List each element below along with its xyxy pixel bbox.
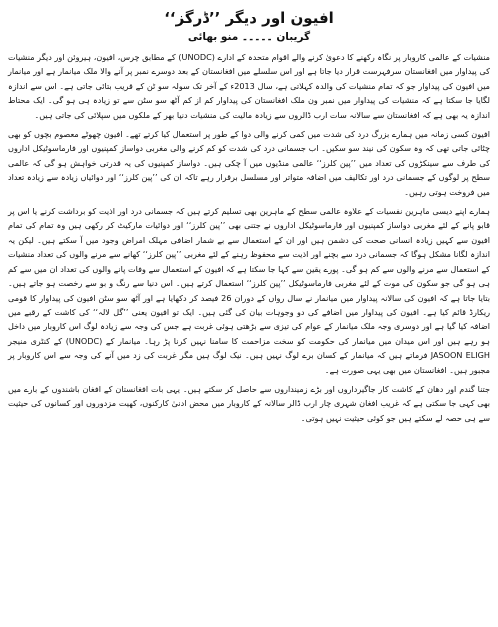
article-title: افیون اور دیگر ’’ڈرگز‘‘ <box>164 9 334 27</box>
article-paragraph: منشیات کے عالمی کاروبار پر نگاہ رکھنے کا دعویٰ کرنے والے اقوام متحدہ کے ادارے (UNODC) کے مطابق چرس، افیون، ہیروئن اور دیگر منشیات کی پیداوار میں افغانستان سرفہرست قرار دیا جاتا ہے اور اس سلسلے میں افغانستان کے بعد دوسرے نمبر پر آنے والا ملک میانمار ہے اور میانمار میں افیون کی پیداوار جو کہ تمام منشیات کی والدہ کہلاتی ہے، سال 2013ء کے آخر تک سولہ سو ٹن کے قریب بتائی جاتی ہے۔ اس سے اندازہ لگایا جا سکتا ہے کہ منشیات کی پیداوار میں نمبر ون ملک افغانستان کی پیداوار کم از کم آٹھ سو سٹن سے تو زیادہ ہی ہو گی۔ ایک محتاط اندازہ یہ بھی ہے کہ افغانستان سے سالانہ سات ارب ڈالروں سے زیادہ مالیت کی منشیات دنیا بھر کے ملکوں میں سپلائی کی جاتی ہیں۔ <box>8 52 490 120</box>
article-paragraph: جتنا گندم اور دھان کے کاشت کار جاگیرداروں اور بڑے زمینداروں سے حاصل کر سکتے ہیں۔ یہی بات افغانستان کے افغان باشندوں کے بارے میں بھی کہی جا سکتی ہے کہ غریب افغان شہری چار ارب ڈالر سالانہ کے کاروبار میں محض ادنیٰ کارکنوں، کھیت مزدوروں اور کسانوں کی حیثیت سے ہی حصہ لے سکتے ہیں جو کوئی حیثیت نہیں ہوتی۔ <box>8 383 490 423</box>
article-byline: گریبان ۔۔۔۔۔ منو بھائی <box>187 31 311 43</box>
article-paragraph: افیون کسی زمانہ میں ہمارے بزرگ درد کی شدت میں کمی کرنے والی دوا کے طور پر استعمال کیا کرتے تھے۔ افیون چھوٹے معصوم بچوں کو بھی چٹائی جاتی تھی کہ وہ سکون کی نیند سو سکیں۔ اب جسمانی درد کی شدت کو کم کرنے والی مغربی دواساز کمپنیوں اور فارماسوٹیکل اداروں کی طرف سے سینکڑوں کی تعداد میں ’’پین کلرز‘‘ عالمی منڈیوں میں آ چکی ہیں۔ دواساز کمپنیوں کی یہ قدرتی خواہش ہو گی کہ عالمی سطح پر لوگوں کے جسمانی درد اور تکالیف میں اضافہ متواتر اور مسلسل برقرار رہے تاکہ ان کی ’’پین کلرز‘‘ اور دوائیاں زیادہ سے زیادہ تعداد میں فروخت ہوتی رہیں۔ <box>8 129 490 197</box>
article-paragraph: ہمارے اپنے دیسی ماہرین نفسیات کے علاوہ عالمی سطح کے ماہرین بھی تسلیم کرتے ہیں کہ جسمانی درد اور اذیت کو برداشت کرنے یا اس پر قابو پانے کے لئے مغربی دواساز کمپنیوں اور فارماسوٹیکل اداروں نے جتنی بھی ’’پین کلرز‘‘ اور دوائیات مارکیٹ کر رکھی ہیں وہ تمام کی تمام افیون سے کہیں زیادہ انسانی صحت کی دشمن ہیں اور ان کے استعمال سے بے شمار اضافی مہلک امراض وجود میں آ سکتے ہیں۔ لیکن یہ اندازہ لگانا مشکل ہوگا کہ جسمانی درد سے بچنے اور اذیت سے محفوظ رہنے کے لئے مغربی ’’پین کلرز‘‘ کھانے سے مرنے والوں کی تعداد منشیات کے استعمال سے مرنے والوں سے کم ہو گی۔ پورے یقین سے کہا جا سکتا ہے کہ افیون کے استعمال سے وفات پانے والوں کی تعداد ان میں سے کم ہی ہو گی جو سکون کی موت کے لئے مغربی فارماسوٹیکل ’’پین کلرز‘‘ استعمال کرتے ہیں۔ اس دنیا سے رنگ و بو سے رخصت ہو جاتے ہیں۔ بتایا جاتا ہے کہ افیون کی سالانہ پیداوار میں میانمار نے سال رواں کے دوران 26 فیصد کر دکھایا ہے اور آٹھ سو سٹن افیون کی پیداوار کا قومی ریکارڈ قائم کیا ہے۔ افیون کی پیداوار میں اضافے کی دو وجوہات بیان کی گئی ہیں۔ ایک تو افیون یعنی ’’گل لالہ‘‘ کی کاشت کے رقبے میں اضافہ کیا گیا ہے اور دوسری وجہ ملک میانمار کے عوام کی تیزی سے بڑھتی ہوئی غربت ہے جس کی وجہ سے زیادہ لوگ اس کاروبار میں داخل ہو رہے ہیں اور اس میدان میں میانمار کی حکومت کو سخت مزاحمت کا سامنا نہیں کرنا پڑ رہا۔ میانمار کے (UNODC) کے کنٹری منیجر JASOON ELIGH فرماتے ہیں کہ میانمار کے کسان برے لوگ نہیں ہیں۔ نیک لوگ ہیں مگر غربت کی زد میں آنے کی وجہ سے اس کاروبار پر مجبور ہیں۔ افغانستان میں بھی یہی صورت ہے۔ <box>8 206 490 375</box>
